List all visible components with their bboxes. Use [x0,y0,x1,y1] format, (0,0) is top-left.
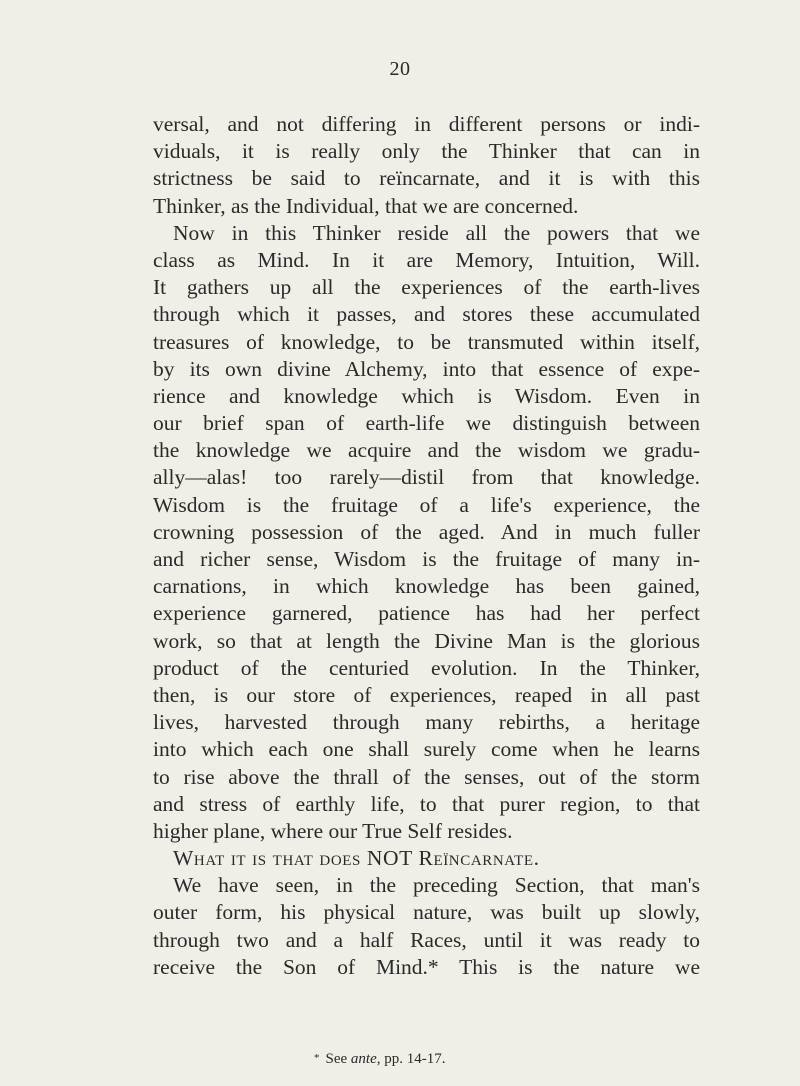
footnote-marker: * [314,1052,320,1064]
text-line: higher plane, where our True Self resides. [153,818,513,843]
footnote-ref: ante [350,1051,377,1067]
text-line: our brief span of earth-life we distinguish between [153,411,700,436]
text-line: into which each one shall surely come when he learns [153,737,700,762]
text-line: It gathers up all the experiences of the earth-lives [153,275,700,300]
text-line: and richer sense, Wisdom is the fruitage of many in- [153,547,700,571]
text-line: the knowledge we acquire and the wisdom we gradu- [153,438,700,463]
text-line: rience and knowledge which is Wisdom. Even in [153,383,700,408]
text-line: strictness be said to reïncarnate, and it is with this [153,166,700,191]
text-line: treasures of knowledge, to be transmuted within itself, [153,329,700,354]
body-text [153,111,700,981]
text-line: crowning possession of the aged. And in much fuller [153,519,700,544]
text-line: by its own divine Alchemy, into that essence of expe- [153,356,700,381]
footnote-prefix: See [325,1051,348,1067]
text-line: versal, and not differing in different persons or indi- [153,112,700,136]
text-line: work, so that at length the Divine Man is the glorious [153,628,700,653]
text-line: Wisdom is the fruitage of a life's experience, the [153,492,700,517]
text-line: through which it passes, and stores these accumulated [153,302,700,327]
text-line: ally—alas! too rarely—distil from that knowledge. [153,465,700,490]
text-line: through two and a half Races, until it was ready to [153,927,700,952]
section-heading: What it is that does NOT Reïncarnate. [173,846,540,871]
text-line: Now in this Thinker reside all the powers that we [173,220,700,245]
text-line: carnations, in which knowledge has been gained, [153,574,700,599]
text-line: outer form, his physical nature, was built up slowly, [153,900,700,925]
text-line: lives, harvested through many rebirths, a heritage [153,710,700,735]
text-line: experience garnered, patience has had her perfect [153,601,700,626]
text-line: receive the Son of Mind.* This is the nature we [153,954,700,979]
text-line: We have seen, in the preceding Section, that man's [173,873,700,898]
text-line: then, is our store of experiences, reaped in all past [153,682,700,707]
footnote-pages: , pp. 14-17. [376,1051,446,1067]
footnote [314,1051,446,1068]
text-line: to rise above the thrall of the senses, out of the storm [153,764,700,789]
text-line: and stress of earthly life, to that purer region, to that [153,791,700,816]
text-line: viduals, it is really only the Thinker that can in [153,139,700,164]
text-line: class as Mind. In it are Memory, Intuition, Will. [153,247,700,272]
page-number: 20 [389,58,411,80]
text-line: product of the centuried evolution. In the Thinker, [153,655,700,680]
text-line: Thinker, as the Individual, that we are concerned. [153,193,579,218]
